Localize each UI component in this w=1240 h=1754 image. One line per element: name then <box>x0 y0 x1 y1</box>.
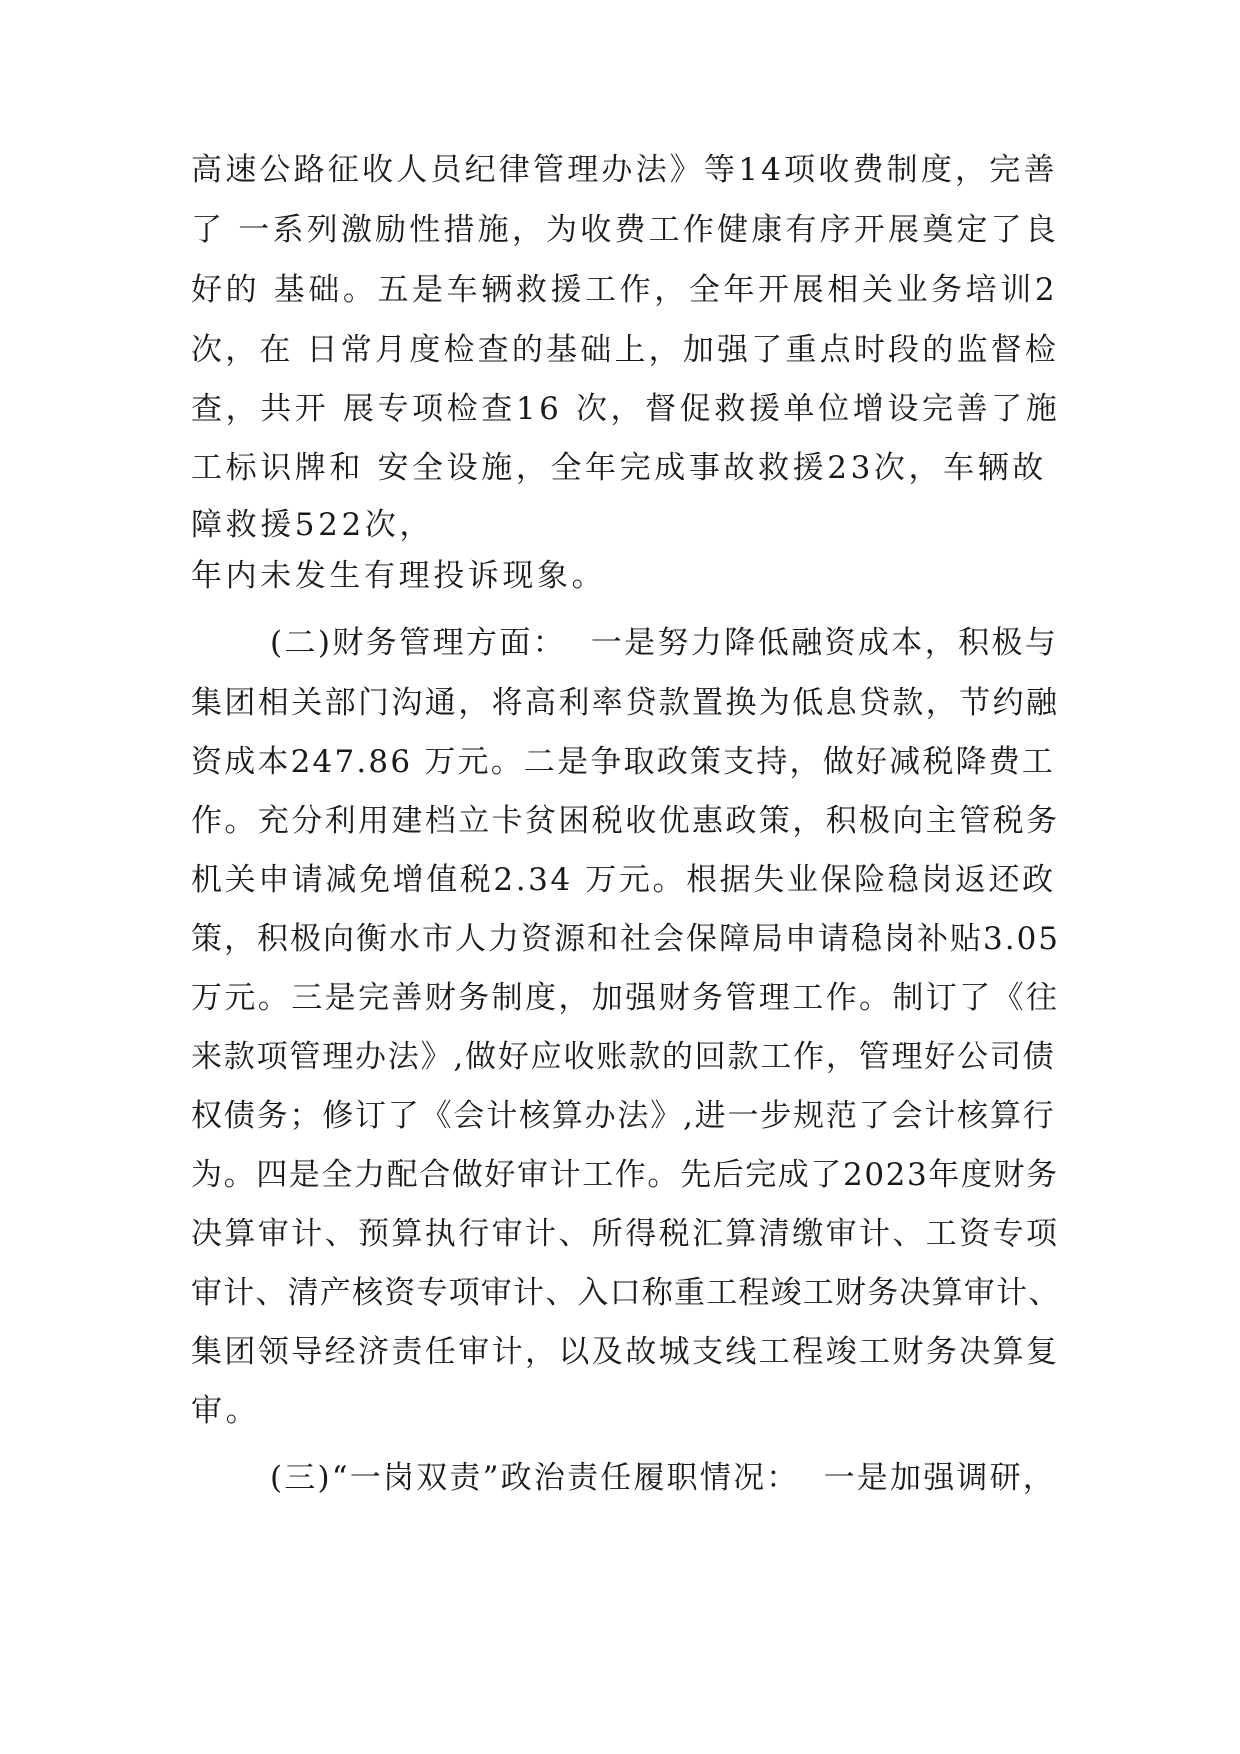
body-text-line: 了 一系列激励性措施，为收费工作健康有序开展奠定了良 <box>191 212 1060 248</box>
body-text-line: 为。四是全力配合做好审计工作。先后完成了2023年度财务 <box>191 1157 1059 1193</box>
body-text-line: 高速公路征收人员纪律管理办法》等14项收费制度，完善 <box>191 152 1058 188</box>
body-text-line: 集团领导经济责任审计，以及故城支线工程竣工财务决算复 <box>191 1334 1060 1370</box>
body-text-line: 工标识牌和 安全设施，全年完成事故救援23次，车辆故 <box>191 450 1047 486</box>
body-text-line: 年内未发生有理投诉现象。 <box>191 558 607 594</box>
body-text-line: 权债务；修订了《会计核算办法》,进一步规范了会计核算行 <box>191 1098 1056 1134</box>
body-text-line: 资成本247.86 万元。二是争取政策支持，做好减税降费工 <box>191 744 1056 780</box>
body-text-line: 审计、清产核资专项审计、入口称重工程竣工财务决算审计、 <box>191 1275 1061 1311</box>
body-text-line: 来款项管理办法》,做好应收账款的回款工作，管理好公司债 <box>191 1039 1056 1075</box>
body-text-line: 次，在 日常月度检查的基础上，加强了重点时段的监督检 <box>191 332 1060 368</box>
body-text-line: 机关申请减免增值税2.34 万元。根据失业保险稳岗返还政 <box>191 862 1056 898</box>
body-text-line: 好的 基础。五是车辆救援工作，全年开展相关业务培训2 <box>191 272 1059 308</box>
body-text-line: 集团相关部门沟通，将高利率贷款置换为低息贷款，节约融 <box>191 685 1060 721</box>
body-text-line: 障救援522次， <box>191 507 434 543</box>
section-heading-duty: (三)“一岗双责”政治责任履职情况： 一是加强调研， <box>270 1460 1056 1496</box>
body-text-line: 查，共开 展专项检查16 次，督促救援单位增设完善了施 <box>191 391 1061 427</box>
body-text-line: 策，积极向衡水市人力资源和社会保障局申请稳岗补贴3.05 <box>191 921 1061 957</box>
section-heading-finance: (二)财务管理方面： 一是努力降低融资成本，积极与 <box>270 625 1059 661</box>
body-text-line: 审。 <box>191 1393 261 1429</box>
body-text-line: 决算审计、预算执行审计、所得税汇算清缴审计、工资专项 <box>191 1216 1060 1252</box>
body-text-line: 万元。三是完善财务制度，加强财务管理工作。制订了《往 <box>191 980 1060 1016</box>
body-text-line: 作。充分利用建档立卡贫困税收优惠政策，积极向主管税务 <box>191 803 1060 839</box>
